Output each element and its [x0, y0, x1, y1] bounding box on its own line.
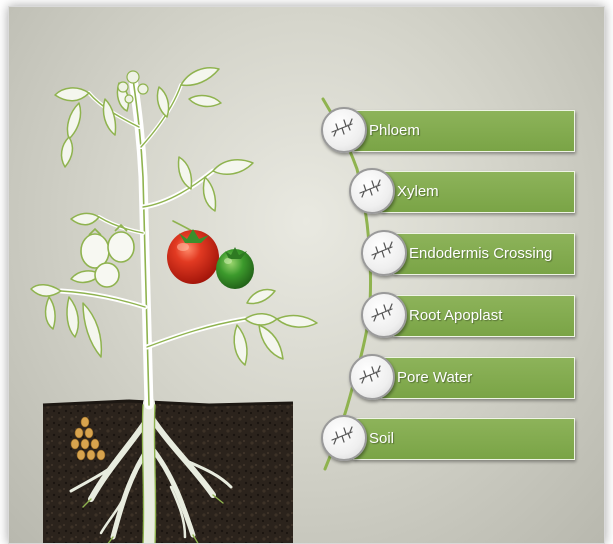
branching-root-icon: [321, 415, 367, 461]
stage-endodermis-crossing: [361, 233, 575, 273]
branching-root-icon: [321, 107, 367, 153]
stage-soil: [321, 418, 575, 458]
stage-xylem: [349, 171, 575, 211]
stage-label: Soil: [353, 418, 575, 460]
diagram-frame: [8, 6, 605, 544]
stage-phloem: [321, 110, 575, 150]
branching-root-icon: [361, 292, 407, 338]
stage-label: Xylem: [381, 171, 575, 213]
branching-root-icon: [349, 354, 395, 400]
branching-root-icon: [361, 230, 407, 276]
stage-label: Pore Water: [381, 357, 575, 399]
branching-root-icon: [349, 168, 395, 214]
uptake-pathway-list: [9, 7, 605, 544]
stage-label: Root Apoplast: [393, 295, 575, 337]
stage-label: Phloem: [353, 110, 575, 152]
stage-root-apoplast: [361, 295, 575, 335]
stage-label: Endodermis Crossing: [393, 233, 575, 275]
stage-pore-water: [349, 357, 575, 397]
